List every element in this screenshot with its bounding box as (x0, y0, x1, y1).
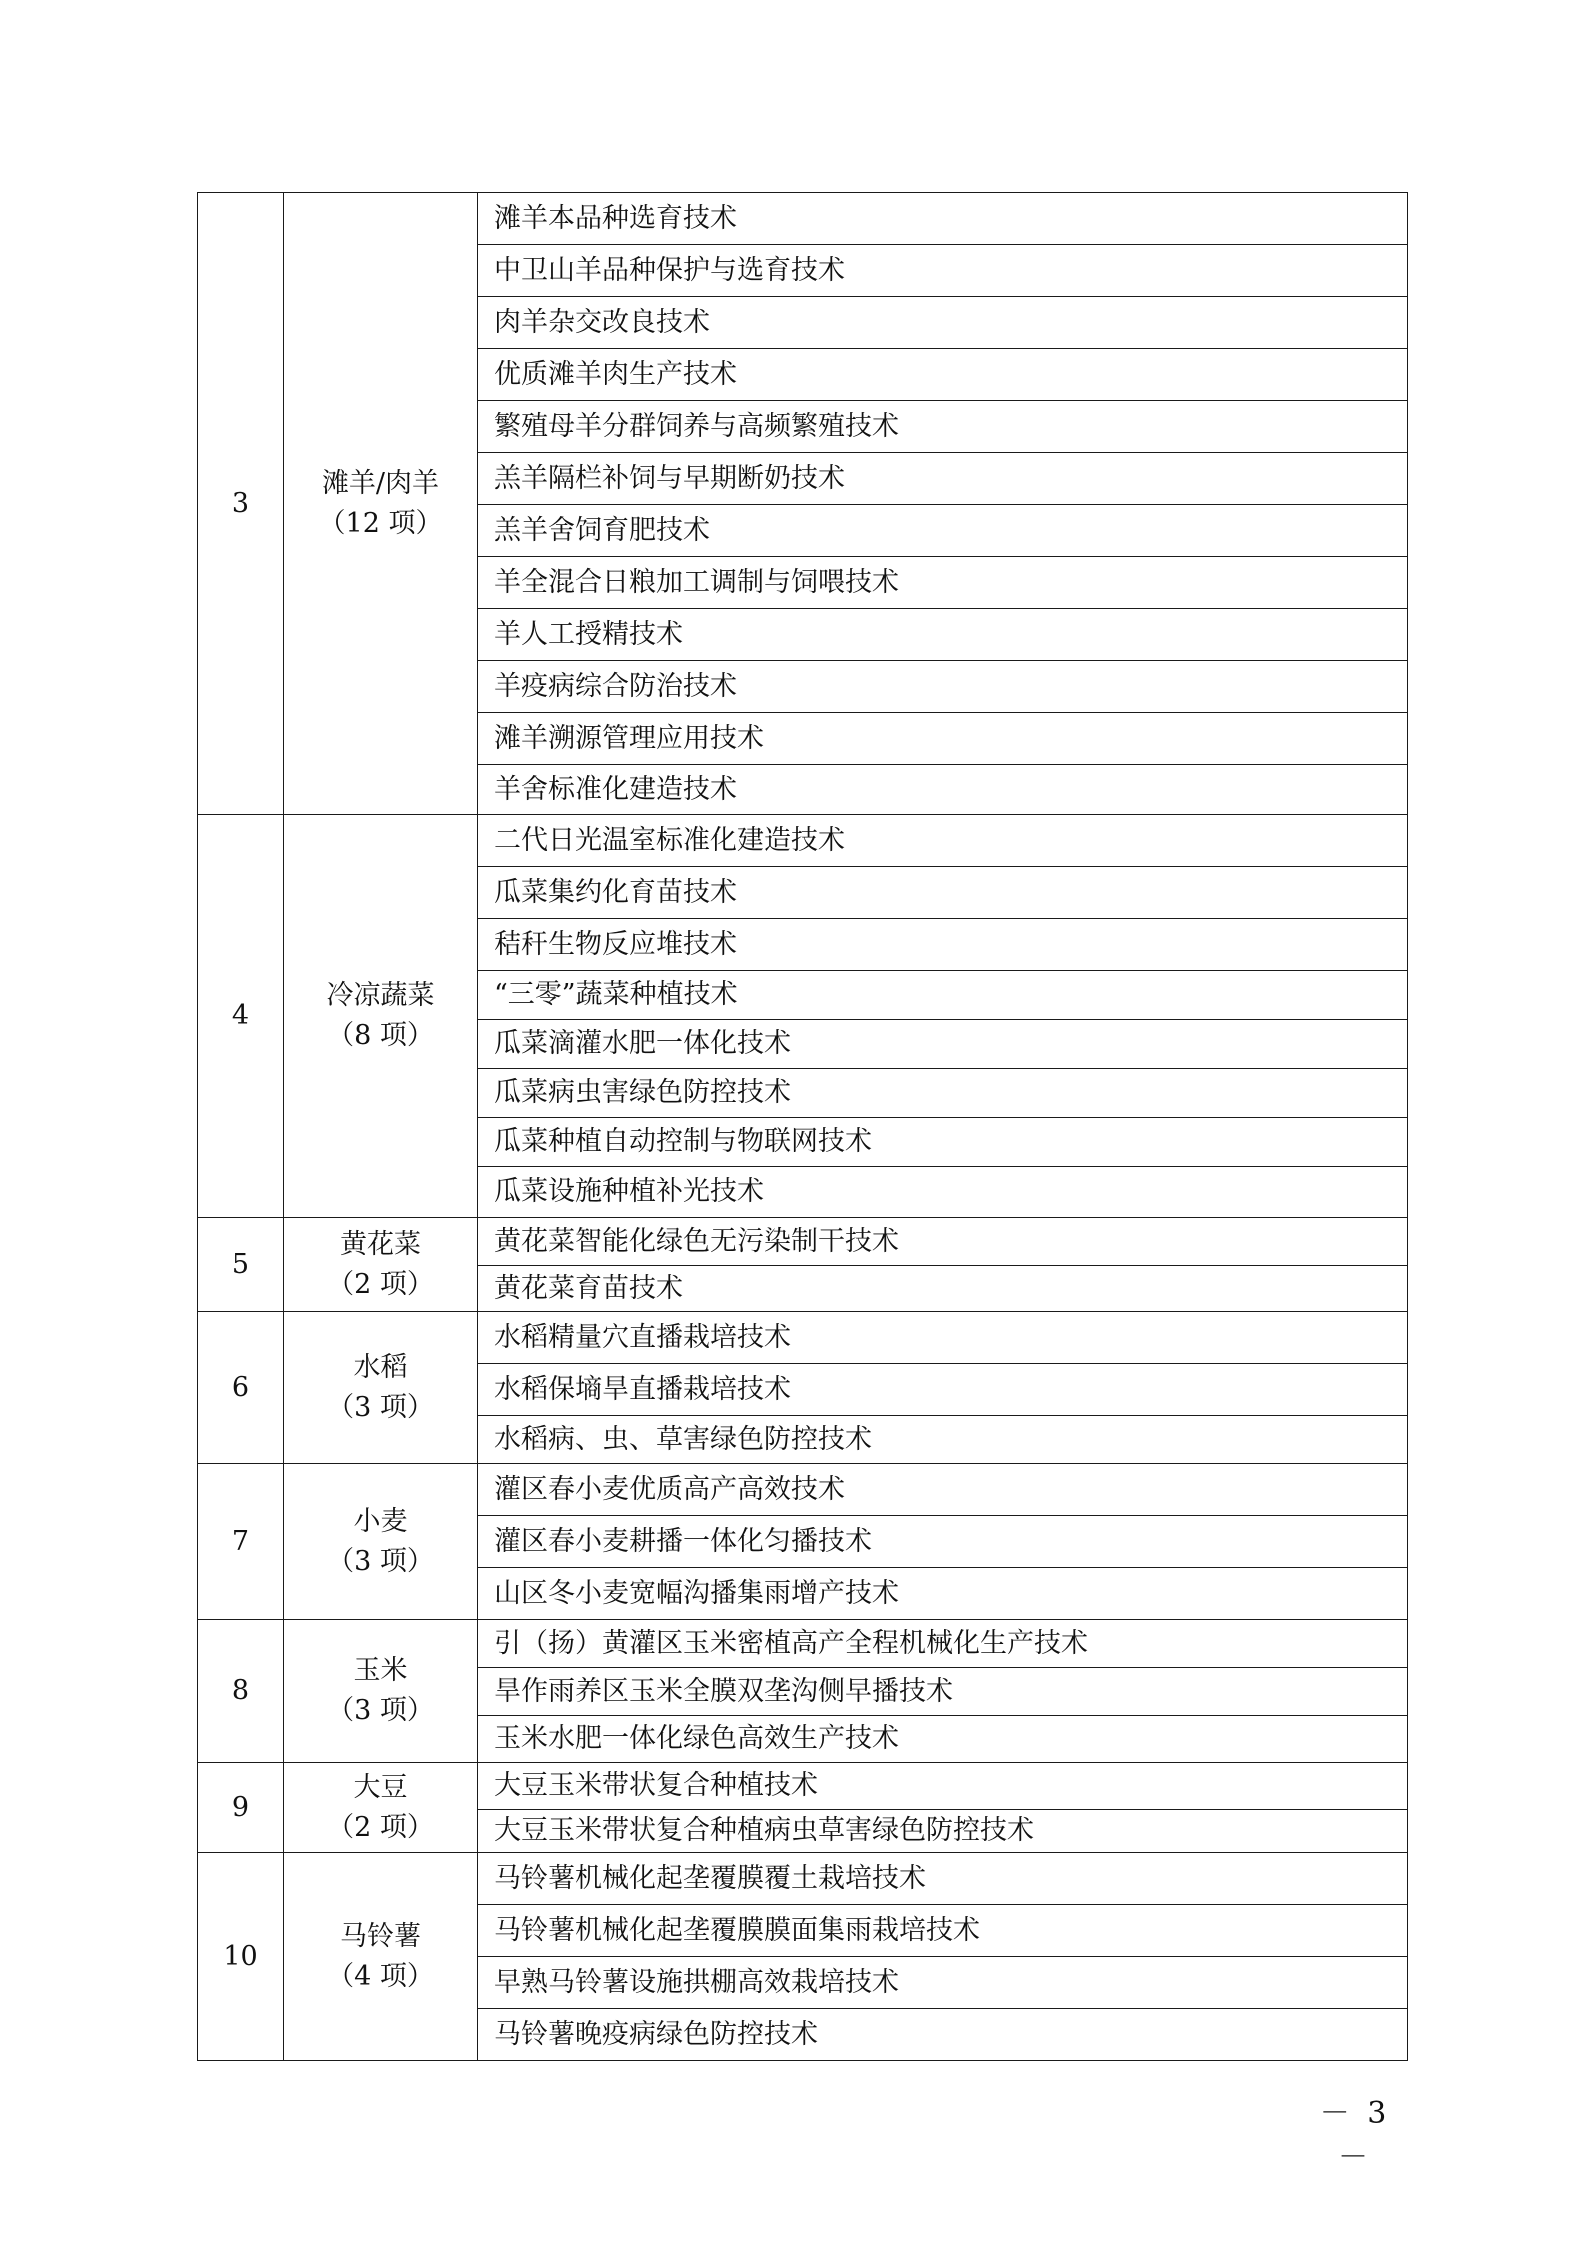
technology-item: 瓜菜种植自动控制与物联网技术 (478, 1118, 1408, 1167)
group-category (284, 193, 478, 815)
category-name: 冷凉蔬菜 (326, 980, 435, 1011)
technology-item: 玉米水肥一体化绿色高效生产技术 (478, 1716, 1408, 1763)
technology-item: 黄花菜育苗技术 (478, 1266, 1408, 1312)
group-category (284, 1763, 478, 1853)
group-number: 7 (198, 1464, 284, 1620)
technology-item: 瓜菜设施种植补光技术 (478, 1167, 1408, 1218)
technology-item: 肉羊杂交改良技术 (478, 297, 1408, 349)
table-row (198, 1763, 1408, 1810)
technology-item: 瓜菜滴灌水肥一体化技术 (478, 1020, 1408, 1069)
group-category (284, 1853, 478, 2061)
group-number: 4 (198, 815, 284, 1218)
technology-item: 二代日光温室标准化建造技术 (478, 815, 1408, 867)
group-category (284, 1620, 478, 1763)
table-row (198, 815, 1408, 867)
technology-item: 引（扬）黄灌区玉米密植高产全程机械化生产技术 (478, 1620, 1408, 1668)
group-number: 8 (198, 1620, 284, 1763)
category-count: （12 项） (318, 507, 443, 539)
table-row (198, 1464, 1408, 1516)
technology-item: 水稻精量穴直播栽培技术 (478, 1312, 1408, 1364)
table-row (198, 1312, 1408, 1364)
category-name: 小麦 (353, 1505, 408, 1537)
technology-item: 灌区春小麦耕播一体化匀播技术 (478, 1516, 1408, 1568)
table-row (198, 1218, 1408, 1266)
group-number: 5 (198, 1218, 284, 1312)
category-count: （8 项） (327, 1020, 434, 1051)
category-count: （3 项） (327, 1695, 434, 1726)
technology-item: 优质滩羊肉生产技术 (478, 349, 1408, 401)
technology-item: 羊疫病综合防治技术 (478, 661, 1408, 713)
category-count: （4 项） (327, 1960, 434, 1992)
table-row (198, 1853, 1408, 1905)
technology-item: 水稻病、虫、草害绿色防控技术 (478, 1416, 1408, 1464)
category-count: （3 项） (327, 1391, 434, 1423)
technology-item: 羊人工授精技术 (478, 609, 1408, 661)
category-name: 黄花菜 (340, 1228, 421, 1260)
group-category (284, 1312, 478, 1464)
technology-table (197, 192, 1408, 2061)
technology-item: 马铃薯晚疫病绿色防控技术 (478, 2009, 1408, 2061)
group-number: 9 (198, 1763, 284, 1853)
group-category (284, 1218, 478, 1312)
technology-item: “三零”蔬菜种植技术 (478, 971, 1408, 1020)
technology-item: 早熟马铃薯设施拱棚高效栽培技术 (478, 1957, 1408, 2009)
table-row (198, 1620, 1408, 1668)
technology-item: 马铃薯机械化起垄覆膜覆土栽培技术 (478, 1853, 1408, 1905)
table-row (198, 193, 1408, 245)
group-category (284, 815, 478, 1218)
category-name: 玉米 (353, 1655, 408, 1686)
technology-item: 中卫山羊品种保护与选育技术 (478, 245, 1408, 297)
category-count: （2 项） (327, 1811, 434, 1843)
technology-table-body (198, 193, 1408, 2061)
category-name: 水稻 (353, 1351, 408, 1383)
technology-item: 滩羊溯源管理应用技术 (478, 713, 1408, 765)
technology-item: 灌区春小麦优质高产高效技术 (478, 1464, 1408, 1516)
category-name: 滩羊/肉羊 (321, 467, 440, 499)
technology-item: 黄花菜智能化绿色无污染制干技术 (478, 1218, 1408, 1266)
group-category (284, 1464, 478, 1620)
technology-item: 羊舍标准化建造技术 (478, 765, 1408, 815)
technology-item: 羊全混合日粮加工调制与饲喂技术 (478, 557, 1408, 609)
technology-item: 羔羊舍饲育肥技术 (478, 505, 1408, 557)
group-number: 10 (198, 1853, 284, 2061)
category-name: 大豆 (353, 1771, 408, 1803)
page-number: － 3 － (1319, 2096, 1391, 2175)
technology-item: 繁殖母羊分群饲养与高频繁殖技术 (478, 401, 1408, 453)
technology-item: 滩羊本品种选育技术 (478, 193, 1408, 245)
technology-item: 秸秆生物反应堆技术 (478, 919, 1408, 971)
category-count: （3 项） (327, 1545, 434, 1577)
technology-item: 羔羊隔栏补饲与早期断奶技术 (478, 453, 1408, 505)
group-number: 6 (198, 1312, 284, 1464)
group-number: 3 (198, 193, 284, 815)
category-count: （2 项） (327, 1268, 434, 1300)
technology-item: 水稻保墒旱直播栽培技术 (478, 1364, 1408, 1416)
technology-item: 大豆玉米带状复合种植病虫草害绿色防控技术 (478, 1810, 1408, 1853)
technology-item: 山区冬小麦宽幅沟播集雨增产技术 (478, 1568, 1408, 1620)
technology-item: 瓜菜集约化育苗技术 (478, 867, 1408, 919)
technology-item: 旱作雨养区玉米全膜双垄沟侧早播技术 (478, 1668, 1408, 1716)
category-name: 马铃薯 (340, 1920, 421, 1952)
technology-item: 马铃薯机械化起垄覆膜膜面集雨栽培技术 (478, 1905, 1408, 1957)
technology-item: 瓜菜病虫害绿色防控技术 (478, 1069, 1408, 1118)
technology-item: 大豆玉米带状复合种植技术 (478, 1763, 1408, 1810)
